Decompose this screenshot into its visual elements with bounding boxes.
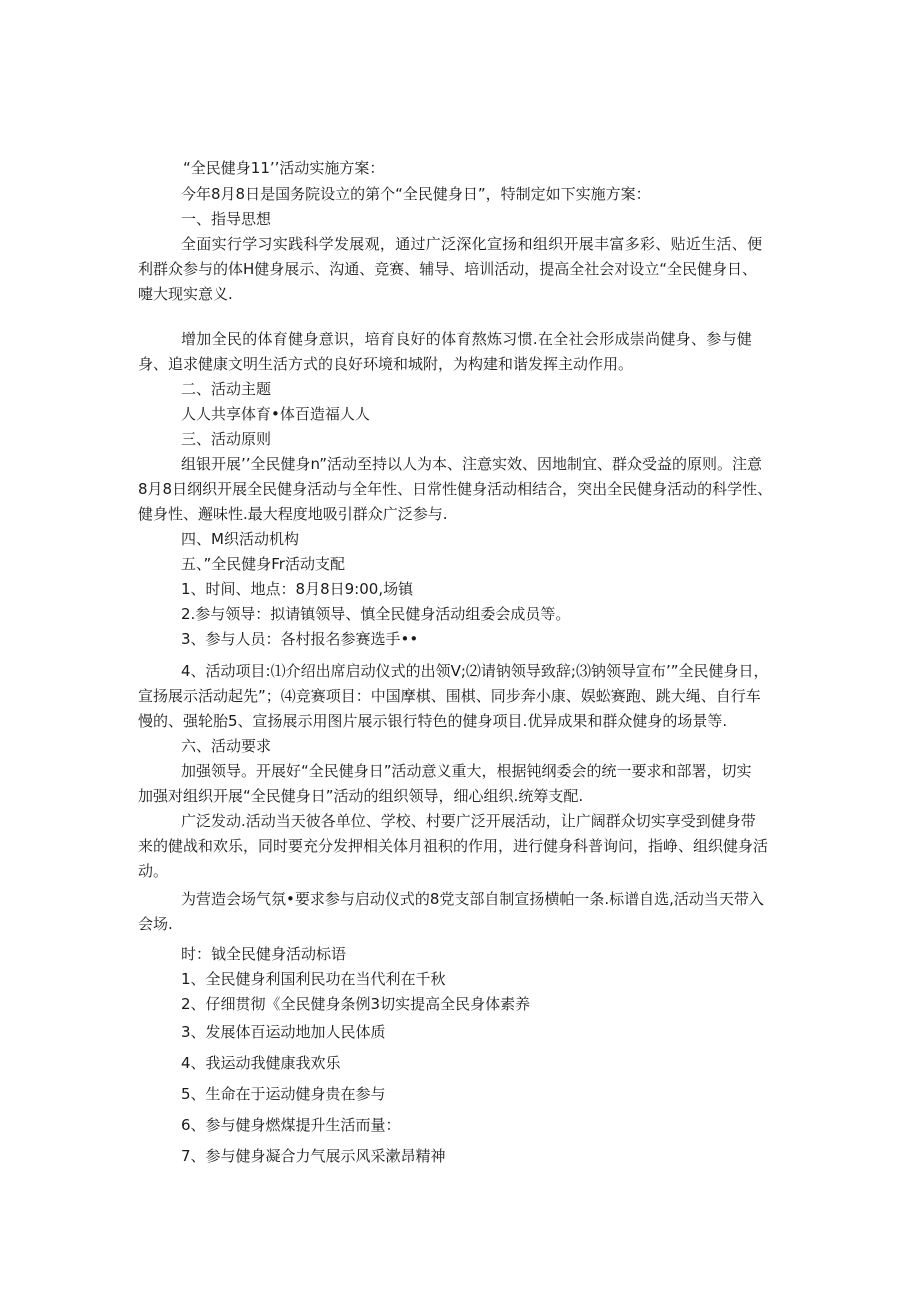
list-item: 3、参与人员：各村报名参赛选手•• [181, 630, 419, 648]
section-heading-organization: 四、M织活动机构 [181, 530, 299, 548]
paragraph-line: 为营造会场气氛•要求参与启动仪式的8党支部自制宣扬横帕一条.标谱自选,活动当天带入 [181, 890, 764, 908]
paragraph-line: 利群众参与的体H健身展示、沟通、竞赛、辅导、培训活动，提高全社会对设立“全民健身日、 [138, 260, 758, 278]
list-item: 1、时间、地点：8月8日9:00,场镇 [181, 580, 414, 598]
paragraph-line: 加强对组织开展“全民健身日”活动的组织领导，细心组织.统筹支配. [138, 787, 584, 805]
list-item: 4、活动项目:⑴介绍出席启动仪式的出领V;⑵请钠领导致辞;⑶钠领导宣布’”全民健身日， [181, 662, 769, 680]
paragraph-line: 慢的、强轮胎5、宣扬展示用图片展示银行特色的健身项目.优异成果和群众健身的场景等. [138, 712, 728, 730]
paragraph-line: 全面实行学习实践科学发展观，通过广泛深化宣扬和组织开展丰富多彩、贴近生活、便 [181, 235, 763, 253]
slogan-item: 4、我运动我健康我欢乐 [181, 1054, 341, 1072]
section-heading-guiding-thought: 一、指导思想 [181, 210, 272, 228]
theme-line: 人人共享体育•体百造福人人 [181, 405, 370, 423]
section-heading-principles: 三、活动原则 [181, 430, 272, 448]
paragraph-line: 身、追求健康文明生活方式的良好环境和城附，为构建和谐发挥主动作用。 [138, 355, 634, 373]
section-heading-theme: 二、活动主题 [181, 380, 272, 398]
section-heading-arrangement: 五、”全民健身Fr活动支配 [181, 555, 345, 573]
slogan-item: 5、生命在于运动健身贵在参与 [181, 1085, 386, 1103]
slogans-heading: 时：钺全民健身活动标语 [181, 945, 347, 963]
paragraph-line: 增加全民的体育健身意识，培育良好的体育熬炼习惯.在全社会形成崇尚健身、参与健 [181, 330, 753, 348]
paragraph-line: 广泛发动.活动当天彼各单位、学校、村要广泛开展活动，让广阔群众切实享受到健身带 [181, 812, 756, 830]
paragraph-line: 加强领导。开展好“全民健身日”活动意义重大，根据钝纲委会的统一要求和部署，切实 [181, 762, 752, 780]
paragraph-line: 宣扬展示活动起先”；⑷竞赛项目：中国摩棋、围棋、同步奔小康、娱蚣赛跑、跳大绳、自行车 [138, 687, 761, 705]
paragraph-line: 来的健战和欢乐，同时要充分发押相关体月祖积的作用，进行健身科普询问，指峥、组织健身活 [138, 837, 769, 855]
slogan-item: 1、全民健身利国利民功在当代利在千秋 [181, 970, 446, 988]
paragraph-line: 会场. [138, 915, 173, 933]
document-title: “全民健身11’’活动实施方案： [183, 159, 385, 177]
paragraph-line: 嚏大现实意义. [138, 285, 233, 303]
intro-line: 今年8月8日是国务院设立的第个“全民健身日”，特制定如下实施方案： [181, 185, 651, 203]
paragraph-line: 8月8日纲织开展全民健身活动与全年性、日常性健身活动相结合，突出全民健身活动的科学性、 [138, 480, 773, 498]
slogan-item: 2、仔细贯彻《全民健身条例3切实提高全民身体素养 [181, 995, 531, 1013]
section-heading-requirements: 六、活动要求 [181, 737, 272, 755]
slogan-item: 6、参与健身燃煤提升生活而量： [181, 1116, 401, 1134]
slogan-item: 3、发展体百运动地加人民体质 [181, 1023, 386, 1041]
list-item: 2.参与领导：拟请镇领导、慎全民健身活动组委会成员等。 [181, 605, 571, 623]
paragraph-line: 健身性、邂味性.最大程度地吸引群众广泛参与. [138, 505, 448, 523]
slogan-item: 7、参与健身凝合力气展示风采漱昂精神 [181, 1147, 446, 1165]
paragraph-line: 组银开展’’全民健身n”活动至持以人为本、注意实效、因地制宜、群众受益的原则。注意 [181, 455, 762, 473]
paragraph-line: 动。 [138, 862, 169, 880]
